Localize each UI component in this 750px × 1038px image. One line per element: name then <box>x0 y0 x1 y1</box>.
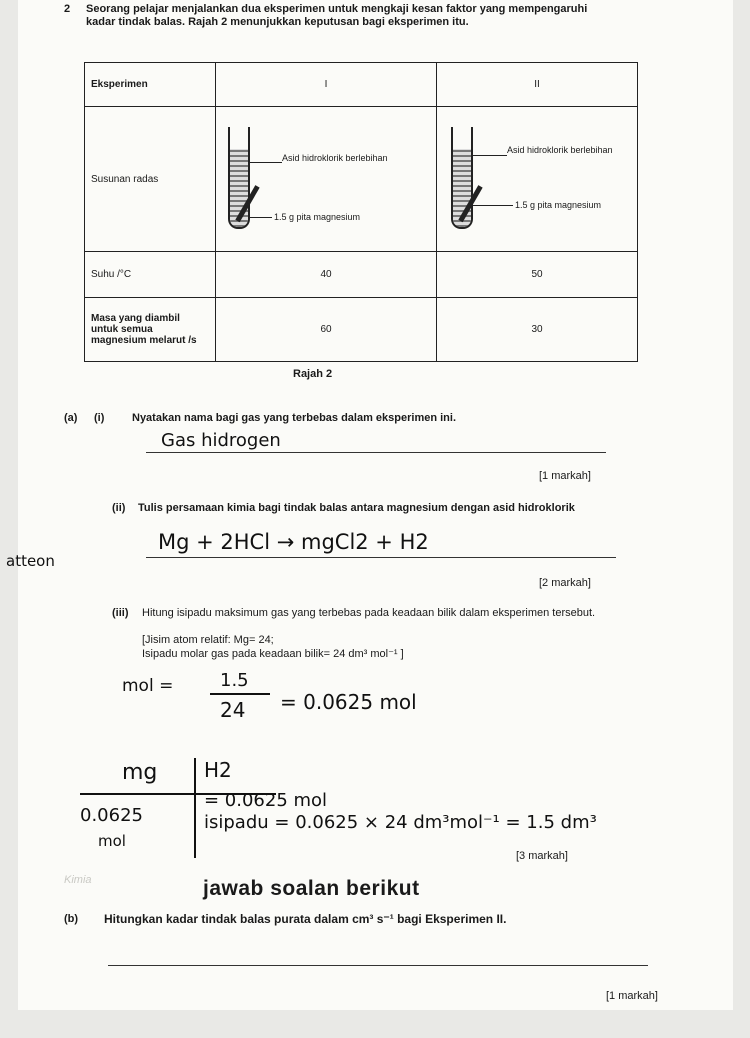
part-a-iii-label: (iii) <box>112 607 129 619</box>
margin-note: atteon <box>6 552 55 570</box>
question-number: 2 <box>64 3 71 15</box>
answer-line <box>146 452 606 453</box>
question-intro: Seorang pelajar menjalankan dua eksperimen untuk mengkaji kesan faktor yang mempengaruhi kadar tindak balas. Rajah 2 menunjukkan keputusan bagi eksperimen itu. <box>86 3 588 28</box>
exp2-metal-label: 1.5 g pita magnesium <box>515 200 602 210</box>
header-exp-1: I <box>216 63 437 107</box>
exp2-acid-label: Asid hidroklorik berlebihan <box>507 145 613 155</box>
part-a-label: (a) <box>64 412 78 424</box>
part-b-marks: [1 markah] <box>606 990 658 1002</box>
work-left-value: 0.0625 <box>80 805 143 826</box>
answer-line <box>146 557 616 558</box>
test-tube-icon <box>228 127 250 229</box>
part-a-i-marks: [1 markah] <box>539 470 591 482</box>
temp-exp-1: 40 <box>216 252 437 298</box>
part-a-i-question: Nyatakan nama bagi gas yang terbebas dalam eksperimen ini. <box>132 412 457 424</box>
part-a-ii-label: (ii) <box>112 502 126 514</box>
part-a-i-label: (i) <box>94 412 105 424</box>
row-apparatus-label: Susunan radas <box>85 107 216 252</box>
exp1-acid-label: Asid hidroklorik berlebihan <box>282 153 388 163</box>
part-a-ii-question: Tulis persamaan kimia bagi tindak balas antara magnesium dengan asid hidroklorik <box>138 502 575 514</box>
work-right-line1: = 0.0625 mol <box>204 790 328 811</box>
temp-exp-2: 50 <box>437 252 638 298</box>
experiment-table <box>84 62 638 362</box>
apparatus-exp-1 <box>216 107 437 252</box>
part-a-iii-data1: [Jisim atom relatif: Mg= 24; <box>142 634 274 646</box>
part-b-label: (b) <box>64 913 79 925</box>
part-b-question: Hitungkan kadar tindak balas purata dalam cm³ s⁻¹ bagi Eksperimen II. <box>104 912 507 926</box>
work-right-line2: isipadu = 0.0625 × 24 dm³mol⁻¹ = 1.5 dm³ <box>204 812 597 833</box>
work-left-unit: mol <box>98 832 126 850</box>
part-a-iii-data2: Isipadu molar gas pada keadaan bilik= 24 dm³ mol⁻¹ ] <box>142 648 404 660</box>
exp1-metal-label: 1.5 g pita magnesium <box>274 212 361 222</box>
bleed-text: Kimia <box>64 874 92 886</box>
figure-caption: Rajah 2 <box>293 368 333 380</box>
exam-page <box>6 0 733 1010</box>
answer-line <box>108 965 648 966</box>
header-exp-2: II <box>437 63 638 107</box>
header-eksperimen: Eksperimen <box>85 63 216 107</box>
work-denominator: 24 <box>220 698 246 722</box>
time-exp-1: 60 <box>216 298 437 362</box>
test-tube-icon <box>451 127 473 229</box>
work-h2-label: H2 <box>204 758 232 782</box>
ratio-divider <box>194 758 196 858</box>
part-a-iii-question: Hitung isipadu maksimum gas yang terbebas pada keadaan bilik dalam eksperimen tersebut. <box>142 607 596 619</box>
work-mg-label: mg <box>122 760 158 785</box>
work-numerator: 1.5 <box>220 670 249 691</box>
overlay-title: jawab soalan berikut <box>203 877 420 900</box>
fraction-bar <box>210 693 270 695</box>
work-mol-label: mol = <box>122 676 174 696</box>
apparatus-exp-2 <box>437 107 638 252</box>
row-temp-label: Suhu /°C <box>85 252 216 298</box>
row-time-label: Masa yang diambil untuk semua magnesium melarut /s <box>85 298 216 362</box>
part-a-i-answer: Gas hidrogen <box>161 430 281 451</box>
work-result: = 0.0625 mol <box>280 690 417 714</box>
part-a-iii-marks: [3 markah] <box>516 850 568 862</box>
part-a-ii-answer: Mg + 2HCl → mgCl2 + H2 <box>158 530 429 554</box>
time-exp-2: 30 <box>437 298 638 362</box>
part-a-ii-marks: [2 markah] <box>539 577 591 589</box>
